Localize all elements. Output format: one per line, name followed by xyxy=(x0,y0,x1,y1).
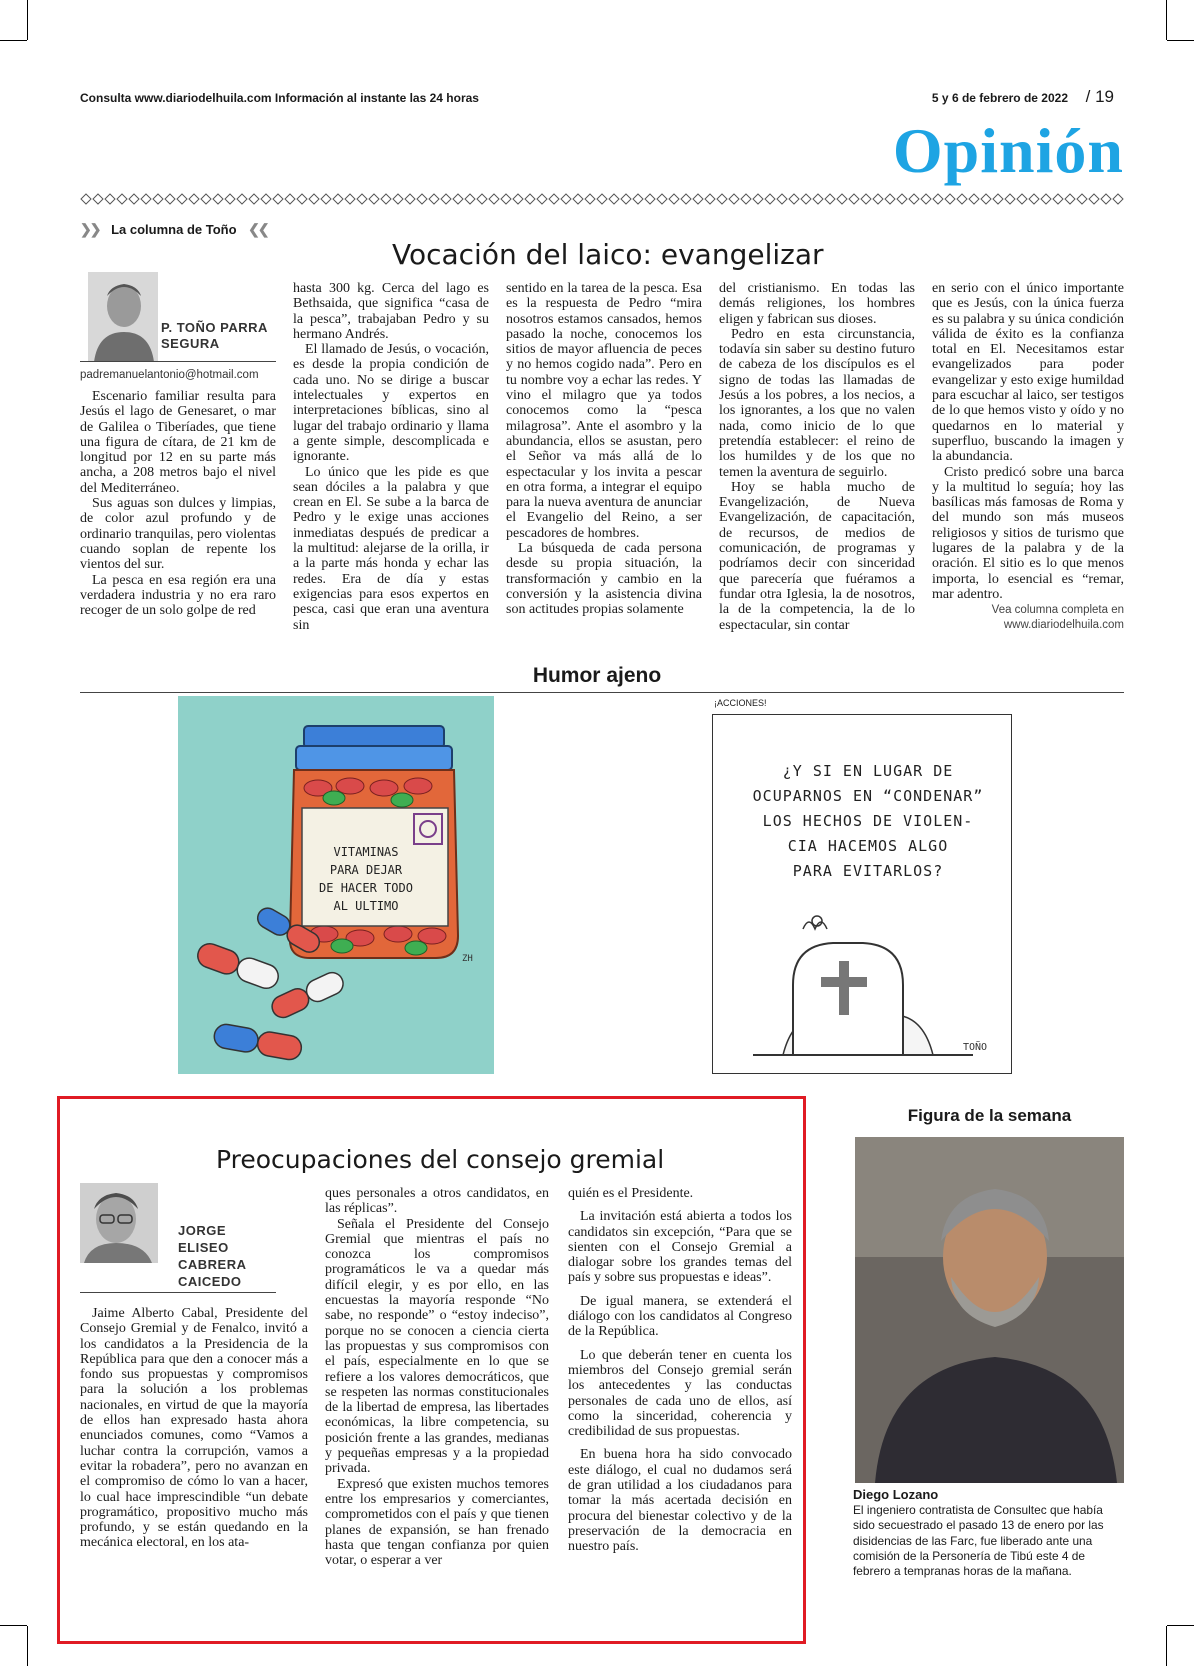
author-name: P. TOÑO PARRA SEGURA xyxy=(161,320,268,351)
header-website-line: Consulta www.diariodelhuila.com Información al instante las 24 horas xyxy=(80,91,479,105)
website-link[interactable]: www.diariodelhuila.com xyxy=(1003,619,1124,631)
cartoon-label-line: DE HACER TODO xyxy=(319,881,413,895)
article-column: en serio con el único importante que es Jesús, con la única fuerza es su palabra y su única condición válida de éxito es la confianza total en El. Necesitamos estar evangelizados para poder evangelizar y esto exige humildad para escuchar al laico, ser testigos de lo que hemos visto y oído y no quedarnos en lo material y superfluo, buscando la imagen y la abundancia. Cristo predicó sobre una barca y la multitud lo seguía; hoy las basílicas más famosas de Roma y del mundo son más museos religiosos y sitios de turismo que lugares de la palabra y de la oración. El sitio es lo que menos importa, lo esencial es “remar, mar adentro. xyxy=(932,281,1124,602)
crop-mark xyxy=(0,40,27,41)
author-name: JORGE ELISEO CABRERA CAICEDO xyxy=(178,1223,247,1289)
tombstone-illustration xyxy=(713,715,1010,1072)
crop-mark xyxy=(1166,1626,1167,1666)
author-email: padremanuelantonio@hotmail.com xyxy=(80,369,259,381)
figure-of-week-title: Figura de la semana xyxy=(907,1106,1072,1125)
header-date: 5 y 6 de febrero de 2022 xyxy=(931,91,1068,105)
cartoon-frame xyxy=(712,714,1012,1074)
author-divider xyxy=(80,1292,276,1293)
cartoon-speech-text: ¿Y SI EN LUGAR DE OCUPARNOS EN “CONDENAR” LOS HECHOS DE VIOLEN- CIA HACEMOS ALGO PARA EVITARLOS? xyxy=(752,762,984,880)
article-column: hasta 300 kg. Cerca del lago es Bethsaida, que significa “casa de la pesca”, trabajaban Pedro y su hermano Andrés. El llamado de Jesús, o vocación, es desde la propia condición de cada uno. No se dirige a buscar intelectuales y expertos en interpretaciones bíblicas, sino al lugar del trabajo ordinario y llama a gente simple, descomplicada e ignorante. Lo único que les pide es que sean dóciles a la palabra y que crean en El. Se sube a la barca de Pedro y le exige unas acciones inmediatas después de predicar a la multitud: alejarse de la orilla, ir a la parte más honda y echar las redes. Era de día y estas exigencias para esos expertos en pesca, casi que eran una aventura sin xyxy=(293,281,489,633)
article-column: Jaime Alberto Cabal, Presidente del Consejo Gremial y de Fenalco, invitó a los candidatos a la Presidencia de la República para que den a conocer más a fondo sus propuestas y compromisos para la solución a los problemas nacionales, en virtud de que la mayoría de ellos han expresado hasta ahora enunciados comunes, como “Vamos a luchar contra la corrupción, vamos a evitar la robadera”, pero no avanzan en el compromiso de cómo lo van a hacer, lo cual hace imprescindible “un debate programático, propositivo mucho más profundo, y se están quedando en la mecánica electoral, en los ata- xyxy=(80,1306,308,1551)
crop-mark xyxy=(1167,40,1194,41)
tombstone-cartoon xyxy=(712,698,1012,1074)
column-label-text: La columna de Toño xyxy=(111,222,237,237)
crop-mark xyxy=(27,1626,28,1666)
author-divider xyxy=(80,361,276,362)
decorative-diamond-border xyxy=(80,193,1124,205)
section-title: Opinión xyxy=(892,115,1124,186)
cartoon-tag: ¡ACCIONES! xyxy=(714,698,767,708)
crop-mark xyxy=(27,0,28,40)
vitamin-bottle-illustration xyxy=(178,696,494,1074)
author-photo xyxy=(80,1183,158,1263)
humor-section-title: Humor ajeno xyxy=(532,664,662,687)
section-divider xyxy=(80,692,1124,693)
figure-of-week-photo xyxy=(855,1137,1124,1483)
article-column: del cristianismo. En todas las demás religiones, los hombres eligen y fabrican sus dioses. Pedro en esta circunstancia, todavía sin saber su destino futuro de cabeza de los discípulos es el signo de todas las llamadas de Jesús a los pobres, a los necios, a los ignorantes, a los que no valen nada, como inicio de lo que pretendía establecer: el reino de los humildes y de los que no temen la aventura de seguirlo. Hoy se habla mucho de Evangelización, de Nueva Evangelización, de capacitación, de recursos, de medios de comunicación, de programas y podríamos decir con sinceridad que parecería que fuéramos a fundar otra Iglesia, la de nosotros, la de la competencia, la de lo espectacular, sin contar xyxy=(719,281,915,633)
crop-mark xyxy=(0,1625,27,1626)
vitamin-bottle-cartoon xyxy=(178,696,494,1074)
article-column: quién es el Presidente. La invitación está abierta a todos los candidatos sin excepción, “Para que se sienten con el Consejo Gremial a dialogar sobre los grandes temas del país y sobre sus propuestas e ideas”. De igual manera, se extenderá el diálogo con los candidatos al Congreso de la República. Lo que deberán tener en cuenta los miembros del Consejo gremial serán los antecedentes y las conductas personales de cada uno de ellos, así como la sinceridad, coherencia y credibilidad de sus propuestas. En buena hora ha sido convocado este diálogo, el cual no dudamos será de gran utilidad a los ciudadanos para tomar la más acertada decisión en procura del bienestar colectivo y de la preservación de la democracia en nuestro país. xyxy=(568,1186,792,1555)
column-label xyxy=(80,221,268,238)
cartoon-label-line: VITAMINAS xyxy=(333,845,399,859)
double-chevron-right-icon: ❯❯ xyxy=(80,221,100,237)
page-number: / 19 xyxy=(1085,87,1114,106)
cartoon-signature: TOÑO xyxy=(963,1042,988,1053)
double-chevron-left-icon: ❮❮ xyxy=(248,221,268,237)
cartoon-label-line: PARA DEJAR xyxy=(329,863,403,877)
article-headline: Preocupaciones del consejo gremial xyxy=(216,1145,665,1174)
figure-of-week-caption: El ingeniero contratista de Consultec que había sido secuestrado el pasado 13 de enero por las disidencias de las Farc, fue liberado ante una comisión de la Personería de Tibú este 4 de febrero a tempranas horas de la mañana. xyxy=(853,1503,1104,1579)
author-photo xyxy=(88,272,158,362)
continue-reading-note: Vea columna completa en www.diariodelhuila.com xyxy=(991,604,1124,631)
article-column: sentido en la tarea de la pesca. Esa es la respuesta de Pedro “mira nosotros estamos cansados, hemos pasado la noche, conocemos los sitios de mayor afluencia de peces y no hemos cogido nada”. Pero en tu nombre voy a echar las redes. Y vino el milagro que ya todos conocemos como la “pesca milagrosa”. Ante el asombro y la abundancia, ellos se asustan, pero el Señor va más allá de lo espectacular y los invita a pescar en otra forma, a integrar el equipo para la nueva aventura de anunciar el Evangelio del Reino, a ser pescadores de hombres. La búsqueda de cada persona desde su propia situación, la transformación y cambio en la conversión y la asistencia divina son actitudes propias solamente xyxy=(506,281,702,618)
crop-mark xyxy=(1166,0,1167,40)
page-header xyxy=(80,87,1114,107)
crop-mark xyxy=(1167,1625,1194,1626)
article-headline: Vocación del laico: evangelizar xyxy=(392,238,824,271)
article-column: Escenario familiar resulta para Jesús el lago de Genesaret, o mar de Galilea o Tiberíades, que tiene una figura de cítara, de 21 km de longitud por 12 en su parte más ancha, a 208 metros bajo el nivel del Mediterráneo. Sus aguas son dulces y limpias, de color azul profundo y de ordinario tranquilas, pero violentas cuando soplan de repente los vientos del sur. La pesca en esa región era una verdadera industria y no era raro recoger de un solo golpe de red xyxy=(80,389,276,619)
cartoon-label-line: AL ULTIMO xyxy=(333,899,399,913)
article-column: ques personales a otros candidatos, en las réplicas”. Señala el Presidente del Consejo Gremial que mientras el país no conozca los compromisos programáticos le va a quedar más difícil elegir, y es por ello, en las encuestas la mayoría responde “No sabe, no responde” o “estoy indeciso”, porque no se conocen a ciencia cierta las propuestas y sus compromisos con el país, especialmente en lo que se refiere a los valores democráticos, que se respeten las normas constitucionales de la libertad de empresa, las libertades económicas, la libre competencia, su posición frente a las grandes, medianas y pequeñas empresas y a la propiedad privada. Expresó que existen muchos temores entre los empresarios y comerciantes, comprometidos con el país y que tienen planes de expansión, se han frenado hasta que tengan confianza por quien votar, o esperar a ver xyxy=(325,1186,549,1569)
cartoon-signature: ZH xyxy=(462,954,473,964)
figure-of-week-name: Diego Lozano xyxy=(853,1487,939,1502)
